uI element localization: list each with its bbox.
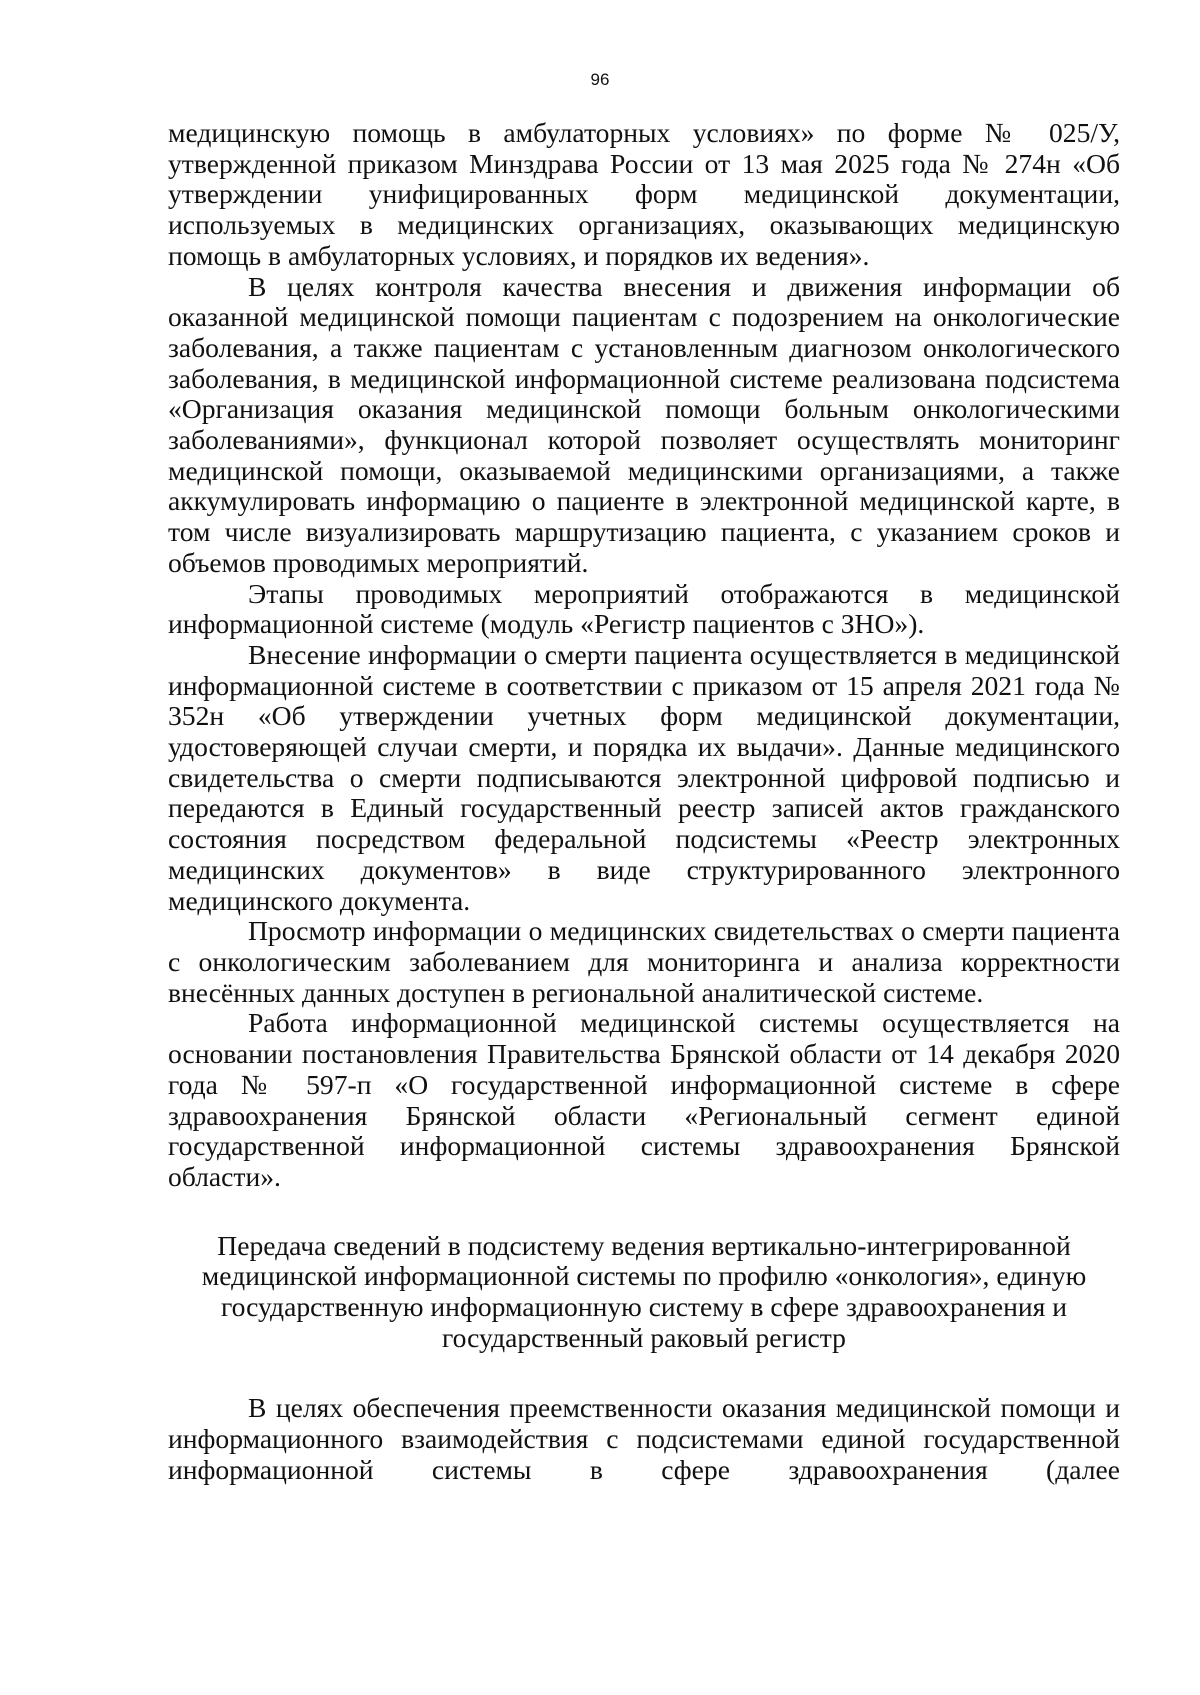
- page-number: 96: [590, 70, 610, 89]
- document-body: [168, 118, 1120, 1486]
- paragraph-death-certificates-view: Просмотр информации о медицинских свидетельствах о смерти пациента с онкологическим заболеванием для мониторинга и анализа корректности внесённых данных доступен в региональной аналитической системе.: [168, 915, 1120, 1008]
- paragraph-form-025u: медицинскую помощь в амбулаторных условиях» по форме № 025/У, утвержденной приказом Минздрава России от 13 мая 2025 года № 274н «Об утверждении унифицированных форм медицинской документации, используемых в медицинских организациях, оказывающих медицинскую помощь в амбулаторных условиях, и порядков их ведения».: [168, 117, 1120, 271]
- paragraph-quality-control: В целях контроля качества внесения и движения информации об оказанной медицинской помощи пациентам с подозрением на онкологические заболевания, а также пациентам с установленным диагнозом онкологического заболевания, в медицинской информационной системе реализована подсистема «Организация оказания медицинской помощи больным онкологическими заболеваниями», функционал которой позволяет осуществлять мониторинг медицинской помощи, оказываемой медицинскими организациями, а также аккумулировать информацию о пациенте в электронной медицинской карте, в том числе визуализировать маршрутизацию пациента, с указанием сроков и объемов проводимых мероприятий.: [168, 270, 1120, 578]
- paragraph-stages: Этапы проводимых мероприятий отображаются в медицинской информационной системе (модуль «Регистр пациентов с ЗНО»).: [168, 577, 1120, 640]
- section-heading: Передача сведений в подсистему ведения вертикально-интегрированной медицинской информационной системы по профилю «онкология», единую государственную информационную систему в сфере здравоохранения и государственный раковый регистр: [201, 1229, 1087, 1353]
- paragraph-system-basis: Работа информационной медицинской системы осуществляется на основании постановления Правительства Брянской области от 14 декабря 2020 года № 597-п «О государственной информационной системе в сфере здравоохранения Брянской области «Региональный сегмент единой государственной информационной системы здравоохранения Брянской области».: [168, 1007, 1120, 1192]
- paragraph-death-info: Внесение информации о смерти пациента осуществляется в медицинской информационной системе в соответствии с приказом от 15 апреля 2021 года № 352н «Об утверждении учетных форм медицинской документации, удостоверяющей случаи смерти, и порядка их выдачи». Данные медицинского свидетельства о смерти подписываются электронной цифровой подписью и передаются в Единый государственный реестр записей актов гражданского состояния посредством федеральной подсистемы «Реестр электронных медицинских документов» в виде структурированного электронного медицинского документа.: [168, 638, 1120, 916]
- paragraph-continuity: В целях обеспечения преемственности оказания медицинской помощи и информационного взаимодействия с подсистемами единой государственной информационной системы в сфере здравоохранения (далее: [168, 1392, 1120, 1485]
